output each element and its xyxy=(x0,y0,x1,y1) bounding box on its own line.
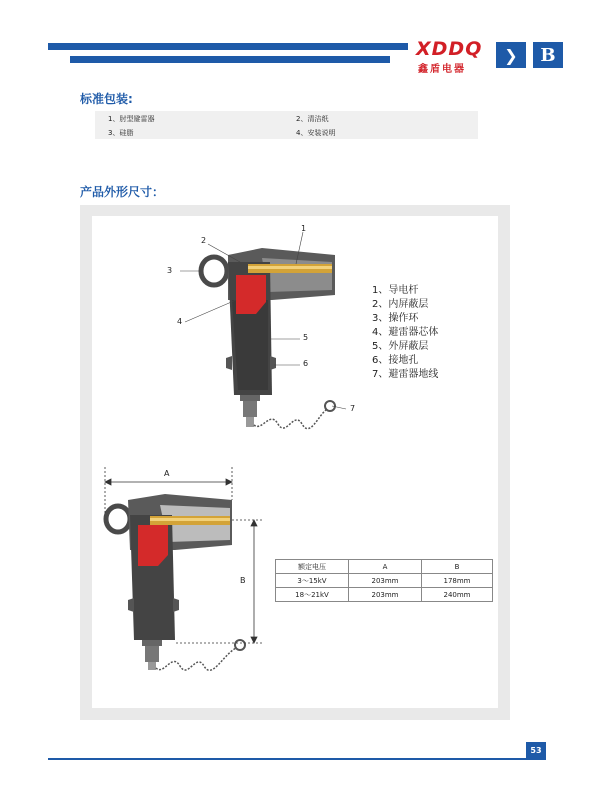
legend-item: 1、导电杆 xyxy=(372,285,419,296)
legend-item: 6、接地孔 xyxy=(372,355,419,366)
parts-legend xyxy=(372,284,438,382)
brand-logo-name: 鑫盾电器 xyxy=(418,64,466,75)
legend-item: 3、操作环 xyxy=(372,313,419,324)
legend-item: 2、内屏蔽层 xyxy=(372,299,429,310)
outline-ground-eyelet xyxy=(235,640,245,650)
callout-3: 3 xyxy=(167,266,173,275)
callout-4: 4 xyxy=(177,317,183,326)
table-cell: 178mm xyxy=(422,574,493,588)
chevron-right-icon: ❯ xyxy=(504,45,518,65)
dimension-b-label: B xyxy=(240,576,246,585)
packaging-item-2: 2、清洁纸 xyxy=(296,115,329,123)
dimension-a-label: A xyxy=(164,469,170,478)
brand-logo-mark: XDDQ xyxy=(416,38,483,60)
callout-6: 6 xyxy=(303,359,309,368)
arrester-outline-body xyxy=(106,494,232,670)
packaging-title: 标准包装: xyxy=(80,92,133,106)
footer-line xyxy=(48,758,546,760)
table-row xyxy=(276,588,493,602)
callout-2: 2 xyxy=(201,236,207,245)
table-cell: 3～15kV xyxy=(276,574,349,588)
table-cell: 203mm xyxy=(349,588,422,602)
outline-ground-wire xyxy=(156,648,236,670)
dimension-table xyxy=(275,559,493,602)
table-row xyxy=(276,574,493,588)
arrester-cutaway-body xyxy=(201,248,335,427)
callout-1: 1 xyxy=(301,224,307,233)
callout-5: 5 xyxy=(303,333,309,342)
table-header-cell: B xyxy=(422,560,493,574)
table-cell: 203mm xyxy=(349,574,422,588)
table-header-row xyxy=(276,560,493,574)
legend-item: 4、避雷器芯体 xyxy=(372,327,439,338)
ground-wire-eyelet xyxy=(325,401,335,411)
ground-wire xyxy=(254,410,326,429)
legend-item: 7、避雷器地线 xyxy=(372,369,439,380)
packaging-item-3: 3、硅脂 xyxy=(108,129,134,137)
section-letter: B xyxy=(540,44,556,66)
table-cell: 18～21kV xyxy=(276,588,349,602)
callout-7: 7 xyxy=(350,404,356,413)
page-number: 53 xyxy=(526,742,546,758)
table-header-cell: 额定电压 xyxy=(276,560,349,574)
packaging-item-1: 1、肘型避雷器 xyxy=(108,115,155,123)
dimensions-title: 产品外形尺寸： xyxy=(80,185,165,199)
packaging-item-4: 4、安装说明 xyxy=(296,129,336,137)
legend-item: 5、外屏蔽层 xyxy=(372,341,429,352)
table-cell: 240mm xyxy=(422,588,493,602)
table-header-cell: A xyxy=(349,560,422,574)
